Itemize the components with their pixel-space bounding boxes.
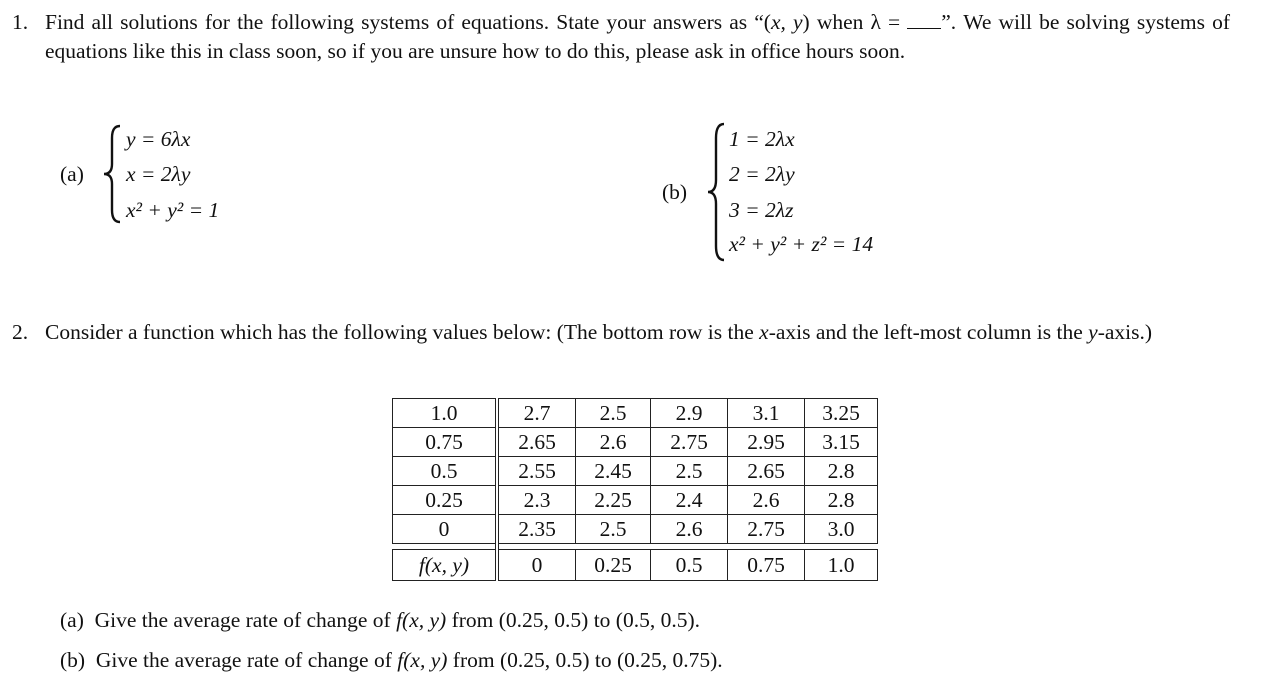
value-cell: 2.45: [576, 457, 651, 486]
table-row: [393, 399, 878, 428]
value-cell: 2.5: [576, 399, 651, 428]
value-cell: 2.4: [651, 486, 728, 515]
problem-1: [12, 8, 1230, 66]
value-cell: 2.9: [651, 399, 728, 428]
x-value-cell: 0.5: [651, 550, 728, 581]
problem-1-text: Find all solutions for the following systems of equations. State your answers as “(x, y) when λ = ”. We will be solving systems of equations like this in class soon, so if you are unsure how to do this, please ask in office hours soon.: [45, 10, 1230, 63]
part-b: (b) Give the average rate of change of f(x, y) from (0.25, 0.5) to (0.25, 0.75).: [60, 648, 723, 672]
value-cell: 2.75: [651, 428, 728, 457]
system-a-eq-3: x² + y² = 1: [126, 198, 220, 222]
part-a: (a) Give the average rate of change of f(x, y) from (0.25, 0.5) to (0.5, 0.5).: [60, 608, 700, 632]
x-value-cell: 0.25: [576, 550, 651, 581]
x-value-cell: 1.0: [805, 550, 878, 581]
system-a-label: (a): [60, 162, 84, 186]
value-cell: 3.25: [805, 399, 878, 428]
value-cell: 2.75: [728, 515, 805, 544]
value-cell: 2.25: [576, 486, 651, 515]
table-row: [393, 515, 878, 544]
system-a-eq-2: x = 2λy: [126, 162, 191, 186]
value-cell: 2.8: [805, 457, 878, 486]
x-value-cell: 0: [497, 550, 576, 581]
value-cell: 2.6: [576, 428, 651, 457]
value-cell: 2.65: [728, 457, 805, 486]
part-a-label: (a): [60, 608, 84, 632]
system-b-eq-3: 3 = 2λz: [729, 198, 794, 222]
system-b-brace: [704, 122, 728, 262]
system-a-eq-1: y = 6λx: [126, 127, 191, 151]
value-cell: 2.6: [728, 486, 805, 515]
value-cell: 2.3: [497, 486, 576, 515]
value-cell: 2.5: [651, 457, 728, 486]
corner-label: f(x, y): [393, 550, 498, 581]
value-cell: 2.65: [497, 428, 576, 457]
value-cell: 3.1: [728, 399, 805, 428]
system-b-eq-2: 2 = 2λy: [729, 162, 795, 186]
value-cell: 3.0: [805, 515, 878, 544]
y-value-cell: 0.25: [393, 486, 498, 515]
part-b-label: (b): [60, 648, 86, 672]
value-cell: 2.5: [576, 515, 651, 544]
system-b-eq-4: x² + y² + z² = 14: [729, 232, 874, 256]
x-axis-row: [393, 550, 878, 581]
y-value-cell: 0: [393, 515, 498, 544]
value-cell: 2.55: [497, 457, 576, 486]
system-a-brace: [100, 124, 124, 224]
value-cell: 3.15: [805, 428, 878, 457]
system-b-label: (b): [662, 180, 688, 204]
problem-2: [12, 318, 1230, 347]
answer-blank: [907, 10, 941, 29]
x-value-cell: 0.75: [728, 550, 805, 581]
y-value-cell: 0.5: [393, 457, 498, 486]
problem-2-number: 2.: [12, 320, 29, 344]
value-cell: 2.7: [497, 399, 576, 428]
problem-2-text: Consider a function which has the following values below: (The bottom row is the x-axis and the left-most column is the y-axis.): [45, 320, 1153, 344]
function-values-table: [392, 398, 878, 581]
y-value-cell: 0.75: [393, 428, 498, 457]
value-cell: 2.95: [728, 428, 805, 457]
table-row: [393, 457, 878, 486]
value-cell: 2.6: [651, 515, 728, 544]
system-b-eq-1: 1 = 2λx: [729, 127, 795, 151]
value-cell: 2.8: [805, 486, 878, 515]
table-row: [393, 428, 878, 457]
problem-1-number: 1.: [12, 10, 29, 34]
table-row: [393, 486, 878, 515]
value-cell: 2.35: [497, 515, 576, 544]
y-value-cell: 1.0: [393, 399, 498, 428]
